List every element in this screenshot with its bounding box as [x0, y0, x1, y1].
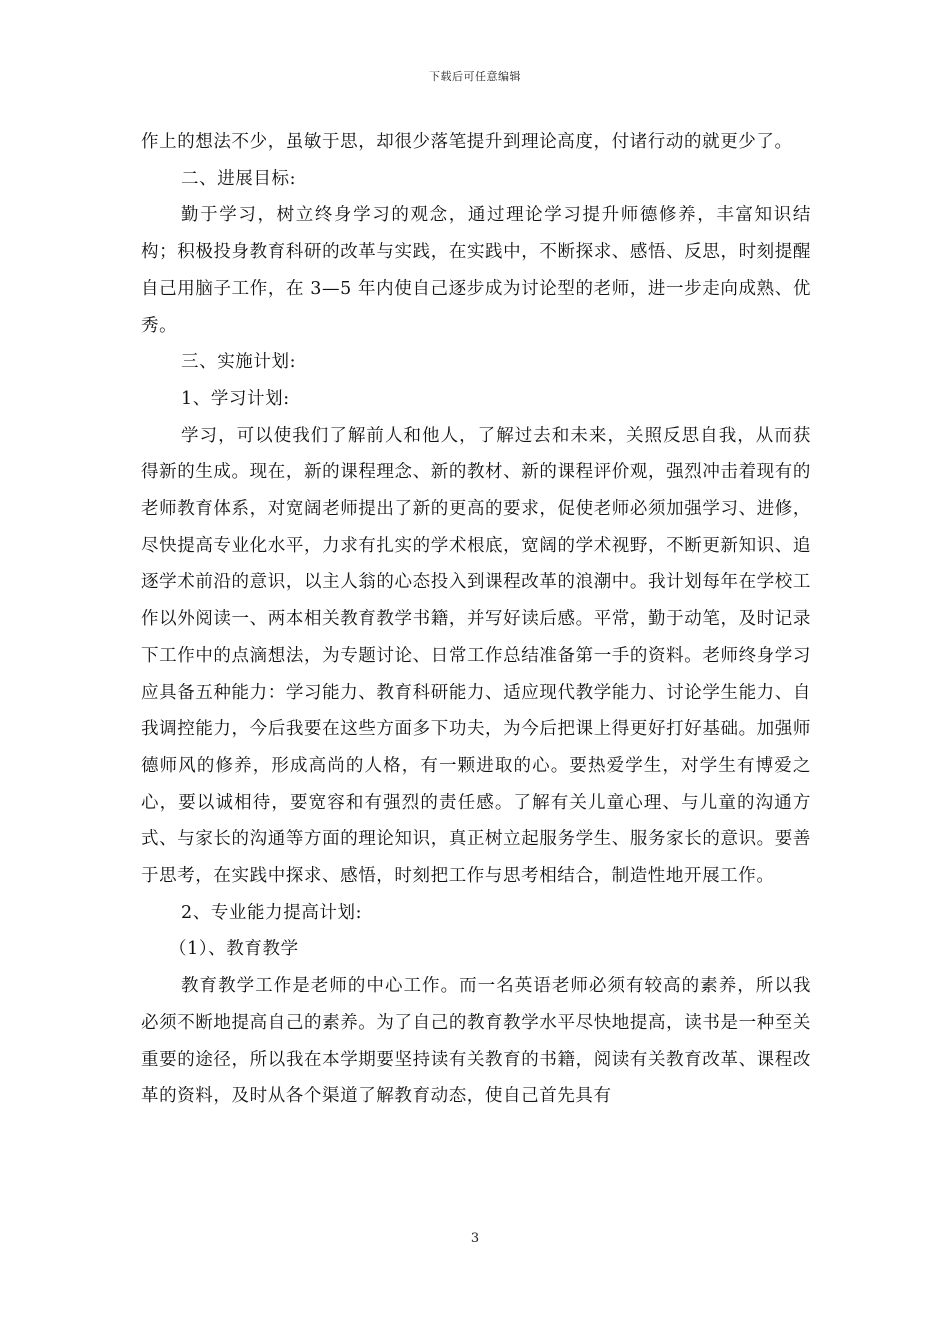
paragraph-study-plan: 学习，可以使我们了解前人和他人，了解过去和未来，关照反思自我，从而获得新的生成。现在，新的课程理念、新的教材、新的课程评价观，强烈冲击着现有的老师教育体系，对宽阔老师提出了新的更高的要求，促使老师必须加强学习、进修，尽快提高专业化水平，力求有扎实的学术根底，宽阔的学术视野，不断更新知识、追逐学术前沿的意识，以主人翁的心态投入到课程改革的浪潮中。我计划每年在学校工作以外阅读一、两本相关教育教学书籍，并写好读后感。平常，勤于动笔，及时记录下工作中的点滴想法，为专题讨论、日常工作总结准备第一手的资料。老师终身学习应具备五种能力：学习能力、教育科研能力、适应现代教学能力、讨论学生能力、自我调控能力，今后我要在这些方面多下功夫，为今后把课上得更好打好基础。加强师德师风的修养，形成高尚的人格，有一颗进取的心。要热爱学生，对学生有博爱之心，要以诚相待，要宽容和有强烈的责任感。了解有关儿童心理、与儿童的沟通方式、与家长的沟通等方面的理论知识，真正树立起服务学生、服务家长的意识。要善于思考，在实践中探求、感悟，时刻把工作与思考相结合，制造性地开展工作。 [141, 425, 811, 887]
paragraph-goals: 勤于学习，树立终身学习的观念，通过理论学习提升师德修养，丰富知识结构；积极投身教育科研的改革与实践，在实践中，不断探求、感悟、反思，时刻提醒自己用脑子工作，在 3—5 年内使自己逐步成为讨论型的老师，进一步走向成熟、优秀。 [141, 205, 811, 336]
paragraph-continuation: 作上的想法不少，虽敏于思，却很少落笔提升到理论高度，付诸行动的就更少了。 [141, 132, 793, 152]
document-body [141, 124, 811, 1115]
page-header: 下载后可任意编辑 [429, 70, 521, 83]
heading-development-goals: 二、进展目标: [181, 168, 297, 189]
paragraph-teaching: 教育教学工作是老师的中心工作。而一名英语老师必须有较高的素养，所以我必须不断地提高自己的素养。为了自己的教育教学水平尽快地提高，读书是一种至关重要的途径，所以我在本学期要坚持读有关教育的书籍，阅读有关教育改革、课程改革的资料，及时从各个渠道了解教育动态，使自己首先具有 [141, 976, 811, 1107]
page-number: 3 [470, 1231, 480, 1246]
heading-professional-plan: 2、专业能力提高计划: [181, 902, 363, 923]
heading-implementation-plan: 三、实施计划: [181, 352, 297, 373]
heading-teaching: （1）、教育教学 [169, 939, 299, 960]
heading-study-plan: 1、学习计划: [181, 388, 290, 409]
